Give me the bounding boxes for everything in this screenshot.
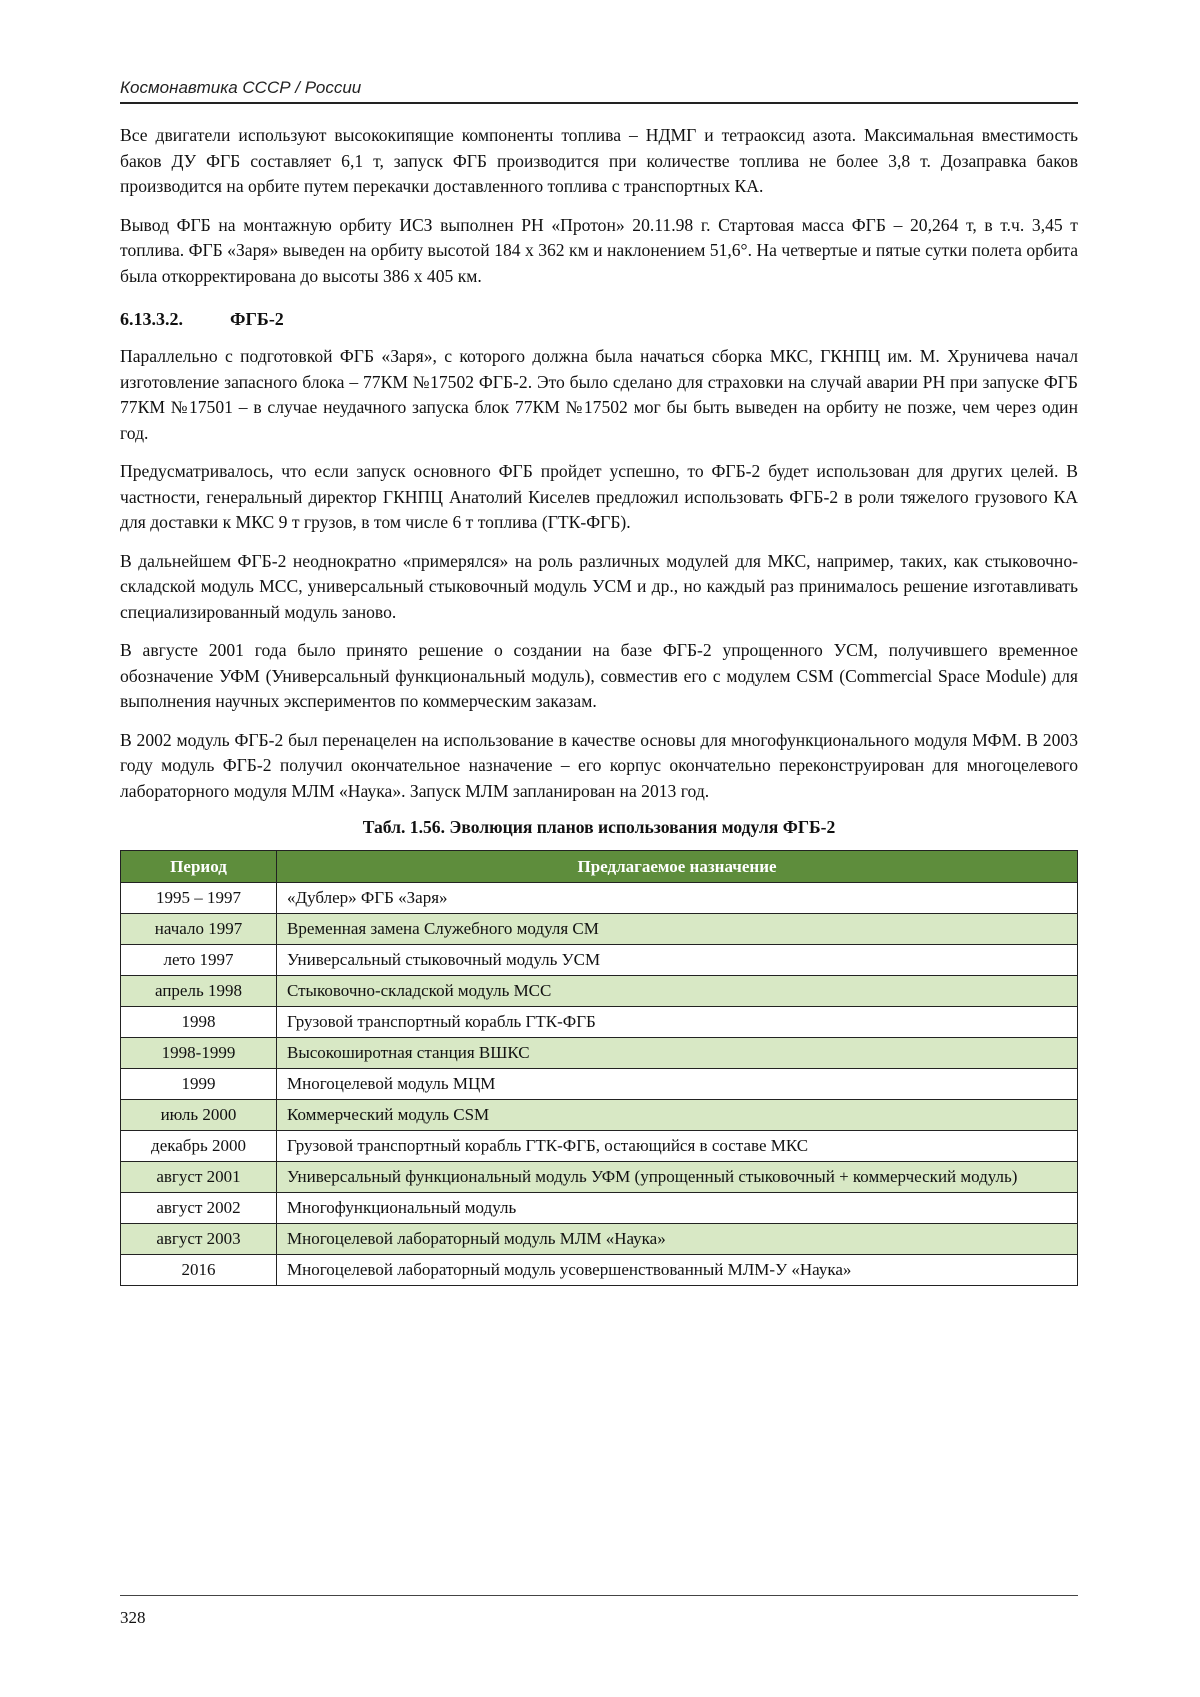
- cell-period: апрель 1998: [121, 976, 277, 1007]
- page-number: 328: [120, 1608, 146, 1627]
- table-row: [121, 1069, 1078, 1100]
- table-row: [121, 1193, 1078, 1224]
- table-row: [121, 1162, 1078, 1193]
- cell-period: декабрь 2000: [121, 1131, 277, 1162]
- cell-period: 2016: [121, 1255, 277, 1286]
- table-row: [121, 945, 1078, 976]
- paragraph: Все двигатели используют высококипящие компоненты топлива – НДМГ и тетраоксид азота. Максимальная вместимость баков ДУ ФГБ составляет 6,1 т, запуск ФГБ производится при количестве топлива не более 3,8 т. Дозаправка баков производится на орбите путем перекачки доставленного топлива с транспортных КА.: [120, 125, 1078, 196]
- cell-purpose: Высокоширотная станция ВШКС: [277, 1038, 1078, 1069]
- table-row: [121, 976, 1078, 1007]
- cell-period: август 2001: [121, 1162, 277, 1193]
- table-row: [121, 1131, 1078, 1162]
- cell-purpose: Многоцелевой лабораторный модуль МЛМ «Наука»: [277, 1224, 1078, 1255]
- table-row: [121, 914, 1078, 945]
- cell-period: лето 1997: [121, 945, 277, 976]
- cell-period: 1999: [121, 1069, 277, 1100]
- table-caption: Табл. 1.56. Эволюция планов использования модуля ФГБ-2: [362, 817, 836, 837]
- cell-period: 1995 – 1997: [121, 883, 277, 914]
- footer-divider: [120, 1595, 1078, 1596]
- cell-purpose: Коммерческий модуль CSM: [277, 1100, 1078, 1131]
- table-row: [121, 1255, 1078, 1286]
- section-heading: [120, 309, 1078, 330]
- paragraph: Предусматривалось, что если запуск основного ФГБ пройдет успешно, то ФГБ-2 будет использован для других целей. В частности, генеральный директор ГКНПЦ Анатолий Киселев предложил использовать ФГБ-2 в роли тяжелого грузового КА для доставки к МКС 9 т грузов, в том числе 6 т топлива (ГТК-ФГБ).: [120, 461, 1078, 532]
- cell-purpose: Стыковочно-складской модуль МСС: [277, 976, 1078, 1007]
- paragraph: Вывод ФГБ на монтажную орбиту ИСЗ выполнен РН «Протон» 20.11.98 г. Стартовая масса ФГБ – 20,264 т, в т.ч. 3,45 т топлива. ФГБ «Заря» выведен на орбиту высотой 184 х 362 км и наклонением 51,6°. На четвертые и пятые сутки полета орбита была откорректирована до высоты 386 х 405 км.: [120, 214, 1078, 286]
- page-content: [120, 123, 1078, 1286]
- paragraph: В августе 2001 года было принято решение о создании на базе ФГБ-2 упрощенного УСМ, получившего временное обозначение УФМ (Универсальный функциональный модуль), совместив его с модулем CSM (Commercial Space Module) для выполнения научных экспериментов по коммерческим заказам.: [120, 640, 1078, 711]
- cell-period: 1998: [121, 1007, 277, 1038]
- column-header-period: Период: [121, 851, 277, 883]
- cell-purpose: Многофункциональный модуль: [277, 1193, 1078, 1224]
- paragraph: Параллельно с подготовкой ФГБ «Заря», с которого должна была начаться сборка МКС, ГКНПЦ им. М. Хруничева начал изготовление запасного блока – 77КМ №17502 ФГБ-2. Это было сделано для страховки на случай аварии РН при запуске ФГБ 77КМ №17501 – в случае неудачного запуска блок 77КМ №17502 мог бы быть выведен на орбиту не позже, чем через один год.: [120, 346, 1078, 443]
- cell-period: август 2003: [121, 1224, 277, 1255]
- section-number: 6.13.3.2.: [120, 309, 183, 329]
- cell-period: начало 1997: [121, 914, 277, 945]
- table-row: [121, 1038, 1078, 1069]
- paragraph: В дальнейшем ФГБ-2 неоднократно «примерялся» на роль различных модулей для МКС, например, таких, как стыковочно-складской модуль МСС, универсальный стыковочный модуль УСМ и др., но каждый раз принималось решение изготавливать специализированный модуль заново.: [120, 550, 1078, 622]
- table-header-row: [121, 851, 1078, 883]
- table-row: [121, 1007, 1078, 1038]
- column-header-purpose: Предлагаемое назначение: [277, 851, 1078, 883]
- cell-purpose: Универсальный стыковочный модуль УСМ: [277, 945, 1078, 976]
- cell-purpose: Грузовой транспортный корабль ГТК-ФГБ: [277, 1007, 1078, 1038]
- cell-purpose: Грузовой транспортный корабль ГТК-ФГБ, остающийся в составе МКС: [277, 1131, 1078, 1162]
- cell-purpose: Универсальный функциональный модуль УФМ (упрощенный стыковочный + коммерческий модуль): [277, 1162, 1078, 1193]
- evolution-table: [120, 850, 1078, 1286]
- cell-purpose: «Дублер» ФГБ «Заря»: [277, 883, 1078, 914]
- cell-period: июль 2000: [121, 1100, 277, 1131]
- cell-purpose: Многоцелевой лабораторный модуль усовершенствованный МЛМ-У «Наука»: [277, 1255, 1078, 1286]
- cell-period: август 2002: [121, 1193, 277, 1224]
- cell-purpose: Временная замена Служебного модуля СМ: [277, 914, 1078, 945]
- running-header: Космонавтика СССР / России: [120, 78, 1078, 104]
- table-row: [121, 1100, 1078, 1131]
- table-row: [121, 883, 1078, 914]
- cell-period: 1998-1999: [121, 1038, 277, 1069]
- section-title: ФГБ-2: [230, 309, 284, 329]
- paragraph: В 2002 модуль ФГБ-2 был перенацелен на использование в качестве основы для многофункционального модуля МФМ. В 2003 году модуль ФГБ-2 получил окончательное назначение – его корпус окончательно переконструирован для многоцелевого лабораторного модуля МЛМ «Наука». Запуск МЛМ запланирован на 2013 год.: [120, 729, 1078, 801]
- table-row: [121, 1224, 1078, 1255]
- cell-purpose: Многоцелевой модуль МЦМ: [277, 1069, 1078, 1100]
